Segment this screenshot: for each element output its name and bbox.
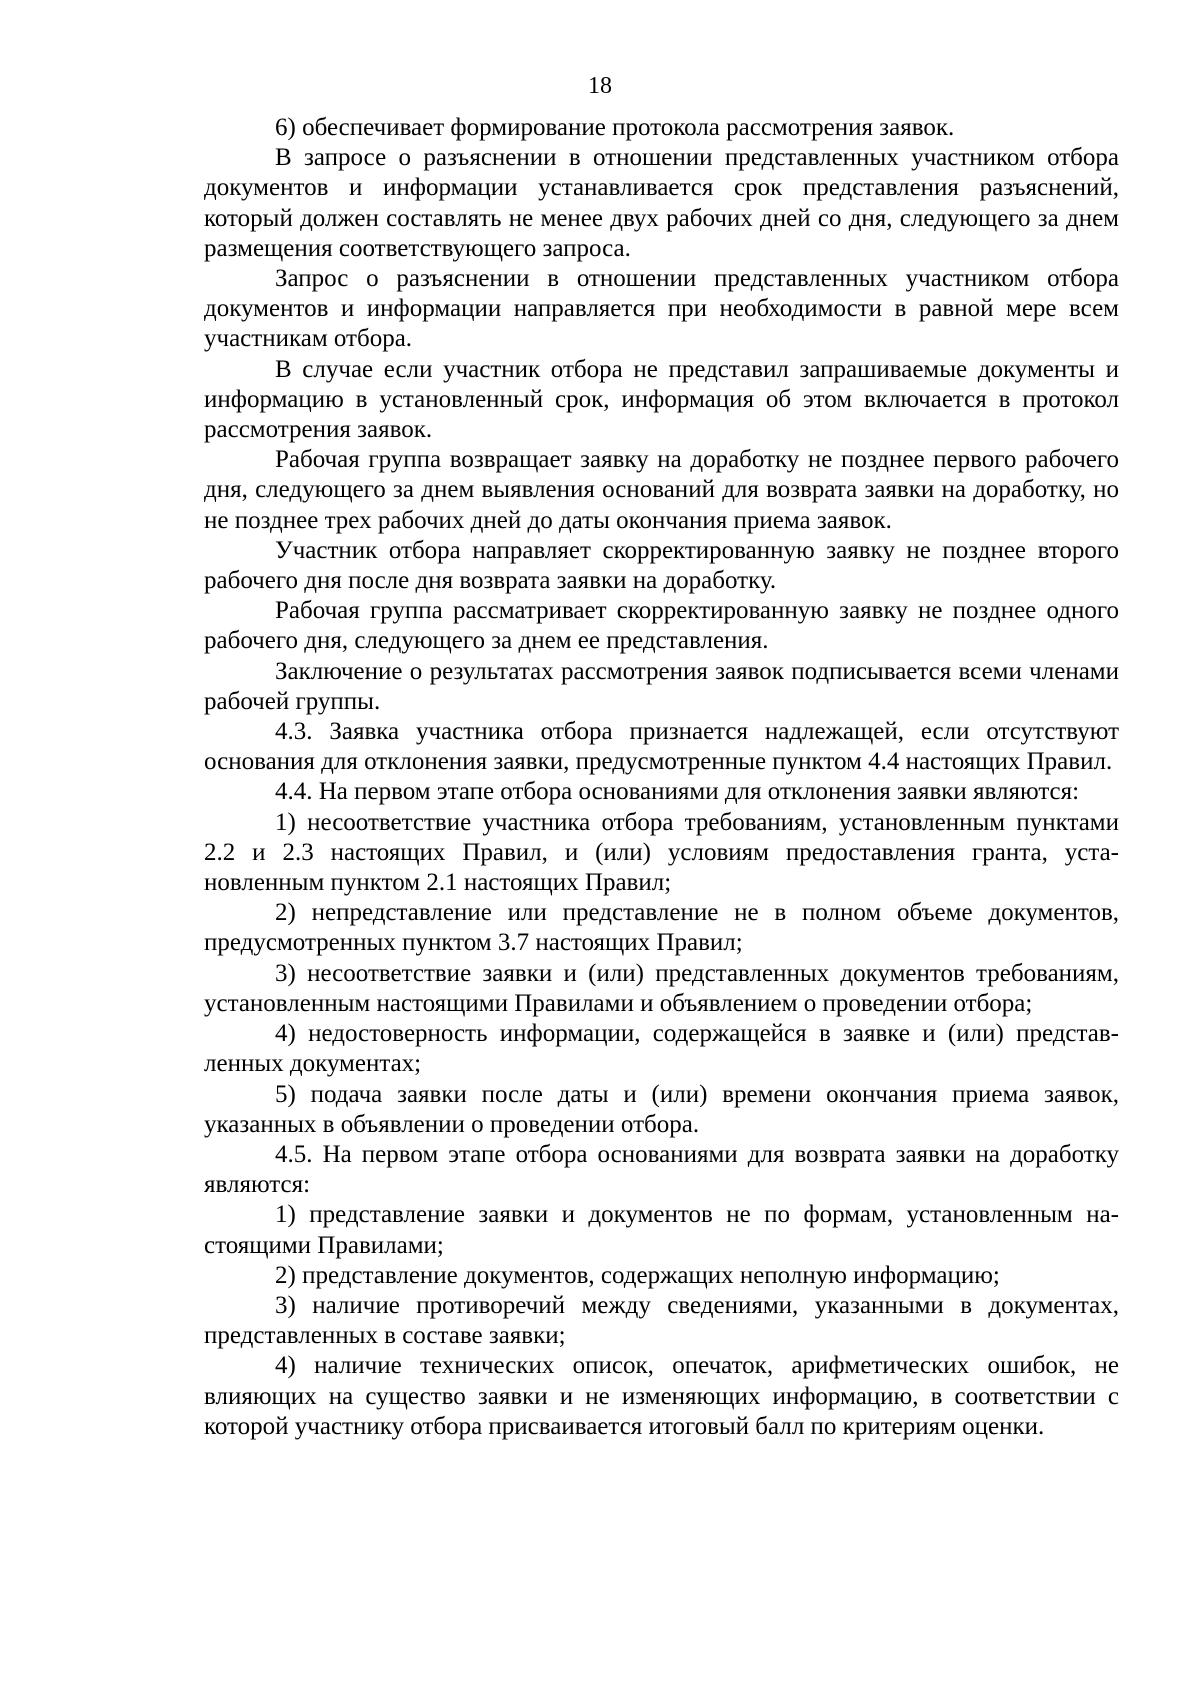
paragraph: 6) обеспечивает формирование протокола рассмотрения заявок.: [275, 114, 955, 141]
paragraph: Заключение о результатах рассмотрения заявок подписывается всеми членами рабочей группы.: [204, 657, 1119, 715]
list-item: 2) представление документов, содержащих неполную информацию;: [275, 1261, 1000, 1289]
list-item: 3) наличие противоречий между сведениями, указанными в документах, представленных в составе заявки;: [204, 1291, 1119, 1350]
list-item: 1) представление заявки и документов не по формам, установленным настоящими Правилами;: [204, 1201, 1119, 1259]
list-item: 3) несоответствие заявки и (или) представленных документов требованиям, установленным настоящими Правилами и объявлением о проведении отбора;: [204, 959, 1119, 1017]
paragraph: В запросе о разъяснении в отношении представленных участником отбора документов и информации устанавливается срок представления разъяснений, который должен составлять не менее двух рабочих дней со дня, следующего за днем размещения соответствующего запроса.: [204, 144, 1119, 262]
paragraph: Запрос о разъяснении в отношении представленных участником отбора документов и информации направляется при необходимости в равной мере всем участникам отбора.: [204, 265, 1119, 353]
list-item: 1) несоответствие участника отбора требованиям, установленным пунктами 2.2 и 2.3 настоящих Правил, и (или) условиям предоставления гранта, установленным пунктом 2.1 настоящих Правил;: [204, 808, 1119, 897]
paragraph: Рабочая группа возвращает заявку на доработку не позднее первого рабочего дня, следующего за днем выявления оснований для возврата заявки на доработку, но не позднее трех рабочих дней до даты окончания приема заявок.: [204, 446, 1119, 534]
paragraph: 4.3. Заявка участника отбора признается надлежащей, если отсутствуют основания для отклонения заявки, предусмотренные пунктом 4.4 настоящих Правил.: [204, 718, 1119, 776]
document-body: [204, 113, 1119, 1442]
paragraph: Участник отбора направляет скорректированную заявку не позднее второго рабочего дня после дня возврата заявки на доработку.: [204, 536, 1119, 595]
list-item: 4) недостоверность информации, содержащейся в заявке и (или) представленных документах;: [204, 1020, 1119, 1078]
list-item: 4) наличие технических описок, опечаток, арифметических ошибок, не влияющих на существо заявки и не изменяющих информацию, в соответствии с которой участнику отбора присваивается итоговый балл по критериям оценки.: [204, 1352, 1119, 1440]
paragraph: В случае если участник отбора не представил запрашиваемые документы и информацию в установленный срок, информация об этом включается в протокол рассмотрения заявок.: [204, 355, 1119, 444]
page-number: 18: [588, 73, 612, 99]
list-item: 2) непредставление или представление не в полном объеме документов, предусмотренных пунктом 3.7 настоящих Правил;: [204, 899, 1119, 957]
paragraph: 4.4. На первом этапе отбора основаниями для отклонения заявки являются:: [275, 778, 1080, 806]
paragraph: 4.5. На первом этапе отбора основаниями для возврата заявки на доработку являются:: [204, 1140, 1119, 1199]
list-item: 5) подача заявки после даты и (или) времени окончания приема заявок, указанных в объявлении о проведении отбора.: [204, 1080, 1119, 1138]
paragraph: Рабочая группа рассматривает скорректированную заявку не позднее одного рабочего дня, следующего за днем ее представления.: [204, 597, 1119, 655]
